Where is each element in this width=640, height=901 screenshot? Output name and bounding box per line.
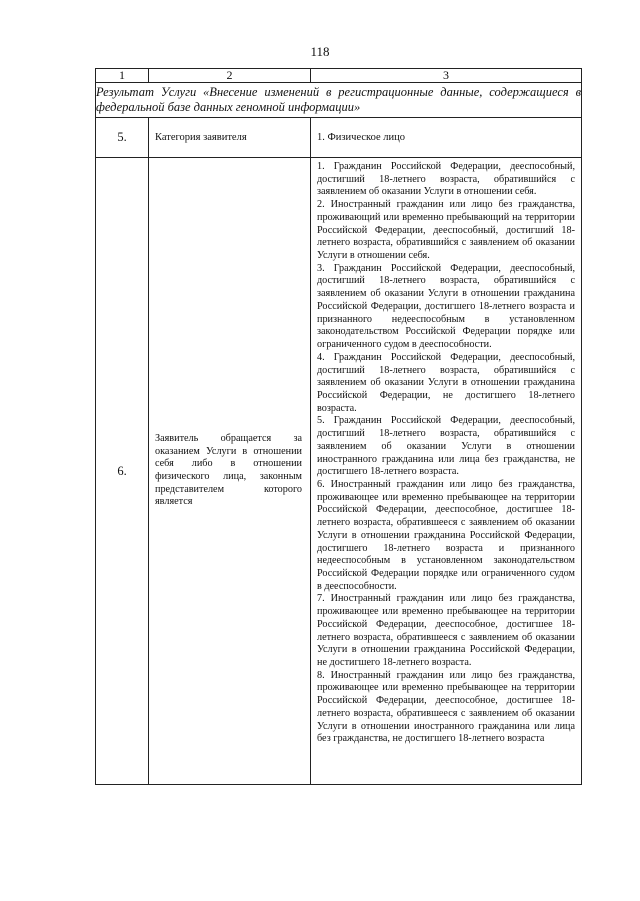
list-item: 8. Иностранный гражданин или лицо без гражданства, проживающее или временно пребывающее на территории Российской Федерации, дееспособное, достигшее 18-летнего возраста, обратившееся с заявлением об оказании Услуги в отношении иностранного гражданина или лица без гражданства, не достигшего 18-летнего возраста: [317, 669, 575, 745]
table-row: [96, 158, 582, 785]
table-header-row: [96, 69, 582, 83]
column-header: 1: [96, 69, 149, 83]
list-item: 5. Гражданин Российской Федерации, дееспособный, достигший 18-летнего возраста, обратившийся с заявлением об оказании Услуги в отношении иностранного гражданина или лица без гражданства, не достигшего 18-летнего возраста.: [317, 415, 575, 478]
result-title-row: [96, 83, 582, 118]
row-value: 1. Физическое лицо: [311, 118, 582, 158]
list-item: 3. Гражданин Российской Федерации, дееспособный, достигший 18-летнего возраста, обратившийся с заявлением об оказании Услуги в отношении гражданина Российской Федерации, достигшего 18-летнего возраста и признанного недееспособным в установленном законодательством Российской Федерации порядке или ограниченного судом в дееспособности.: [317, 262, 575, 351]
column-header: 3: [311, 69, 582, 83]
row-number: 5.: [96, 118, 149, 158]
result-title: Результат Услуги «Внесение изменений в регистрационные данные, содержащиеся в федеральной базе данных геномной информации»: [96, 83, 582, 118]
row-number: 6.: [96, 158, 149, 785]
list-item: 2. Иностранный гражданин или лицо без гражданства, проживающий или временно пребывающий на территории Российской Федерации, дееспособный, достигший 18-летнего возраста, обратившийся с заявлением об оказании Услуги в отношении себя.: [317, 199, 575, 262]
services-table: [95, 68, 582, 785]
table-row: [96, 118, 582, 158]
column-header: 2: [149, 69, 311, 83]
row-label: Категория заявителя: [149, 118, 311, 158]
list-item: 4. Гражданин Российской Федерации, дееспособный, достигший 18-летнего возраста, обратившийся с заявлением об оказании Услуги в отношении гражданина Российской Федерации, не достигшего 18-летнего возраста.: [317, 351, 575, 414]
row-label: Заявитель обращается за оказанием Услуги в отношении себя либо в отношении физического лица, законным представителем которого является: [149, 158, 311, 785]
list-item: 6. Иностранный гражданин или лицо без гражданства, проживающее или временно пребывающее на территории Российской Федерации, дееспособное, достигшее 18-летнего возраста, обратившееся с заявлением об оказании Услуги в отношении гражданина Российской Федерации, достигшего 18-летнего возраста и признанного недееспособным в установленном законодательством Российской Федерации порядке или ограниченного судом в дееспособности.: [317, 478, 575, 592]
list-item: 7. Иностранный гражданин или лицо без гражданства, проживающее или временно пребывающее на территории Российской Федерации, дееспособное, достигшее 18-летнего возраста, обратившееся с заявлением об оказании Услуги в отношении гражданина Российской Федерации, не достигшего 18-летнего возраста.: [317, 593, 575, 669]
page-number: 118: [310, 44, 330, 59]
list-item: 1. Гражданин Российской Федерации, дееспособный, достигший 18-летнего возраста, обратившийся с заявлением об оказании Услуги в отношении себя.: [317, 161, 575, 198]
row-value-list: [311, 158, 582, 785]
